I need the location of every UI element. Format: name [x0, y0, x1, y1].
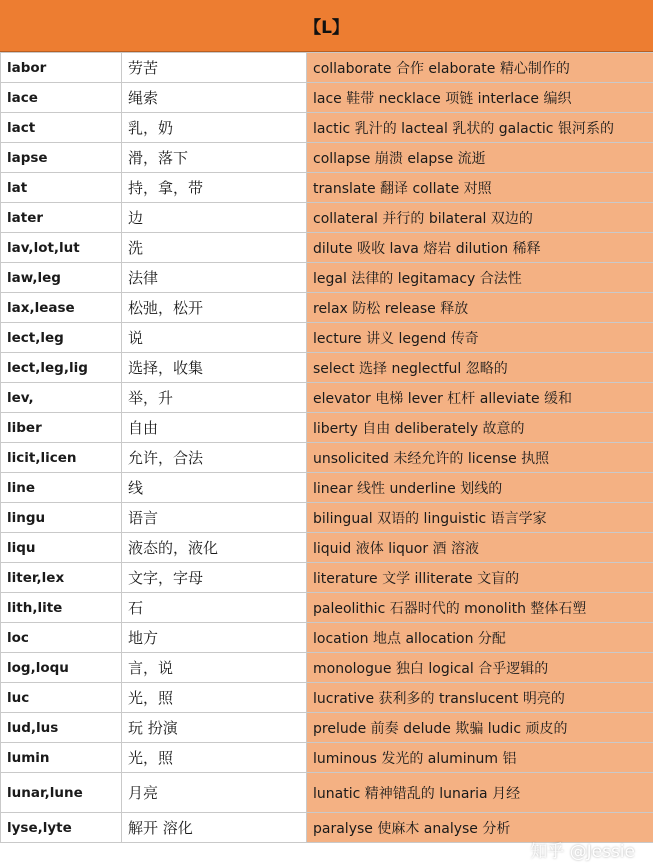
examples-cell: lecture 讲义 legend 传奇	[307, 323, 653, 353]
root-cell: lumin	[1, 743, 122, 773]
examples-cell: translate 翻译 collate 对照	[307, 173, 653, 203]
table-row	[1, 593, 653, 623]
examples-cell: paleolithic 石器时代的 monolith 整体石塑	[307, 593, 653, 623]
examples-cell: collateral 并行的 bilateral 双边的	[307, 203, 653, 233]
meaning-cell: 滑，落下	[122, 143, 307, 173]
root-cell: labor	[1, 53, 122, 83]
meaning-cell: 洗	[122, 233, 307, 263]
meaning-cell: 语言	[122, 503, 307, 533]
meaning-cell: 线	[122, 473, 307, 503]
watermark-text: 知乎 @Jessie	[530, 842, 635, 862]
table-row	[1, 353, 653, 383]
meaning-cell: 允许，合法	[122, 443, 307, 473]
table-row	[1, 503, 653, 533]
table-row	[1, 773, 653, 813]
meaning-cell: 玩 扮演	[122, 713, 307, 743]
examples-cell: lucrative 获利多的 translucent 明亮的	[307, 683, 653, 713]
examples-cell: linear 线性 underline 划线的	[307, 473, 653, 503]
meaning-cell: 乳，奶	[122, 113, 307, 143]
meaning-cell: 边	[122, 203, 307, 233]
root-cell: lace	[1, 83, 122, 113]
root-cell: lunar,lune	[1, 773, 122, 813]
examples-cell: paralyse 使麻木 analyse 分析	[307, 813, 653, 843]
table-row	[1, 413, 653, 443]
root-cell: lapse	[1, 143, 122, 173]
table-row	[1, 443, 653, 473]
root-cell: lact	[1, 113, 122, 143]
table-row	[1, 113, 653, 143]
examples-cell: luminous 发光的 aluminum 铝	[307, 743, 653, 773]
table-row	[1, 83, 653, 113]
examples-cell: prelude 前奏 delude 欺骗 ludic 顽皮的	[307, 713, 653, 743]
table-row	[1, 323, 653, 353]
root-cell: loc	[1, 623, 122, 653]
examples-cell: literature 文学 illiterate 文盲的	[307, 563, 653, 593]
root-cell: lect,leg	[1, 323, 122, 353]
meaning-cell: 选择，收集	[122, 353, 307, 383]
table-row	[1, 203, 653, 233]
table-row	[1, 623, 653, 653]
meaning-cell: 文字，字母	[122, 563, 307, 593]
root-cell: lith,lite	[1, 593, 122, 623]
meaning-cell: 绳索	[122, 83, 307, 113]
root-cell: lingu	[1, 503, 122, 533]
examples-cell: elevator 电梯 lever 杠杆 alleviate 缓和	[307, 383, 653, 413]
examples-cell: bilingual 双语的 linguistic 语言学家	[307, 503, 653, 533]
examples-cell: monologue 独白 logical 合乎逻辑的	[307, 653, 653, 683]
root-cell: liqu	[1, 533, 122, 563]
meaning-cell: 月亮	[122, 773, 307, 813]
table-row	[1, 143, 653, 173]
examples-cell: liberty 自由 deliberately 故意的	[307, 413, 653, 443]
meaning-cell: 法律	[122, 263, 307, 293]
examples-cell: collaborate 合作 elaborate 精心制作的	[307, 53, 653, 83]
table-row	[1, 533, 653, 563]
examples-cell: unsolicited 未经允许的 license 执照	[307, 443, 653, 473]
meaning-cell: 劳苦	[122, 53, 307, 83]
table-row	[1, 263, 653, 293]
root-cell: lev,	[1, 383, 122, 413]
watermark	[530, 837, 635, 862]
root-cell: lax,lease	[1, 293, 122, 323]
root-cell: later	[1, 203, 122, 233]
examples-cell: select 选择 neglectful 忽略的	[307, 353, 653, 383]
meaning-cell: 松弛，松开	[122, 293, 307, 323]
root-cell: luc	[1, 683, 122, 713]
examples-cell: lace 鞋带 necklace 项链 interlace 编织	[307, 83, 653, 113]
root-cell: liber	[1, 413, 122, 443]
meaning-cell: 说	[122, 323, 307, 353]
examples-cell: collapse 崩溃 elapse 流逝	[307, 143, 653, 173]
table-row	[1, 713, 653, 743]
root-cell: lav,lot,lut	[1, 233, 122, 263]
table-row	[1, 653, 653, 683]
table-row	[1, 173, 653, 203]
table-row	[1, 233, 653, 263]
table-row	[1, 563, 653, 593]
meaning-cell: 举，升	[122, 383, 307, 413]
examples-cell: lunatic 精神错乱的 lunaria 月经	[307, 773, 653, 813]
root-cell: liter,lex	[1, 563, 122, 593]
examples-cell: location 地点 allocation 分配	[307, 623, 653, 653]
meaning-cell: 自由	[122, 413, 307, 443]
header-bar	[0, 0, 653, 52]
meaning-cell: 解开 溶化	[122, 813, 307, 843]
meaning-cell: 液态的，液化	[122, 533, 307, 563]
root-cell: lat	[1, 173, 122, 203]
meaning-cell: 光，照	[122, 683, 307, 713]
root-cell: lyse,lyte	[1, 813, 122, 843]
root-cell: lud,lus	[1, 713, 122, 743]
table-row	[1, 53, 653, 83]
meaning-cell: 石	[122, 593, 307, 623]
meaning-cell: 言，说	[122, 653, 307, 683]
root-cell: log,loqu	[1, 653, 122, 683]
meaning-cell: 地方	[122, 623, 307, 653]
root-table	[0, 52, 653, 843]
root-cell: lect,leg,lig	[1, 353, 122, 383]
meaning-cell: 持，拿，带	[122, 173, 307, 203]
examples-cell: lactic 乳汁的 lacteal 乳状的 galactic 银河系的	[307, 113, 653, 143]
meaning-cell: 光，照	[122, 743, 307, 773]
page-title: 【L】	[304, 18, 349, 38]
table-row	[1, 293, 653, 323]
examples-cell: relax 防松 release 释放	[307, 293, 653, 323]
examples-cell: dilute 吸收 lava 熔岩 dilution 稀释	[307, 233, 653, 263]
examples-cell: legal 法律的 legitamacy 合法性	[307, 263, 653, 293]
table-row	[1, 743, 653, 773]
root-cell: law,leg	[1, 263, 122, 293]
table-row	[1, 383, 653, 413]
table-row	[1, 683, 653, 713]
table-row	[1, 473, 653, 503]
root-cell: line	[1, 473, 122, 503]
examples-cell: liquid 液体 liquor 酒 溶液	[307, 533, 653, 563]
root-cell: licit,licen	[1, 443, 122, 473]
